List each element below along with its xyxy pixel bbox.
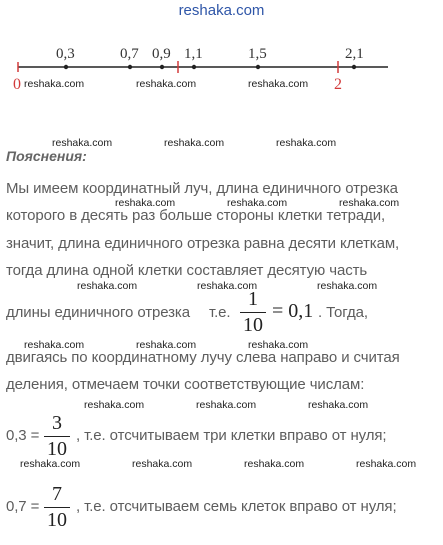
watermark: reshaka.com bbox=[77, 280, 138, 292]
paragraph-line: . Тогда, bbox=[318, 304, 368, 321]
watermark: reshaka.com bbox=[24, 339, 85, 351]
fraction-bar bbox=[44, 436, 70, 437]
point-1-5 bbox=[256, 65, 260, 69]
label-0-3: 0,3 bbox=[56, 46, 75, 62]
label-0-7: 0,7 bbox=[120, 46, 139, 62]
fraction-3-10 bbox=[44, 413, 70, 459]
watermark: reshaka.com bbox=[24, 78, 85, 90]
paragraph-line: значит, длина единичного отрезка равна десяти клеткам, bbox=[6, 235, 400, 252]
watermark: reshaka.com bbox=[84, 399, 145, 411]
fraction-numerator: 3 bbox=[52, 412, 62, 434]
label-1-1: 1,1 bbox=[184, 46, 203, 62]
fraction-denominator: 10 bbox=[47, 438, 67, 460]
paragraph-line: тогда длина одной клетки составляет десятую часть bbox=[6, 262, 368, 279]
watermark: reshaka.com bbox=[196, 399, 257, 411]
label-1-5: 1,5 bbox=[248, 46, 267, 62]
watermark: reshaka.com bbox=[248, 78, 309, 90]
equals-value: = 0,1 bbox=[272, 300, 314, 322]
paragraph-line: двигаясь по координатному лучу слева направо и считая bbox=[6, 349, 400, 366]
label-zero: 0 bbox=[13, 76, 21, 93]
paragraph-line: деления, отмечаем точки соответствующие числам: bbox=[6, 376, 365, 393]
watermark: reshaka.com bbox=[248, 339, 309, 351]
equation-lhs: 0,3 = bbox=[6, 427, 40, 444]
point-0-3 bbox=[64, 65, 68, 69]
fraction-numerator: 1 bbox=[248, 288, 258, 310]
explanation-heading: Пояснения: bbox=[6, 148, 87, 164]
paragraph-line: длины единичного отрезка bbox=[6, 304, 190, 321]
watermark: reshaka.com bbox=[276, 137, 337, 149]
fraction-bar bbox=[240, 312, 266, 313]
te-text: т.е. bbox=[209, 304, 231, 321]
point-2-1 bbox=[352, 65, 356, 69]
watermark: reshaka.com bbox=[308, 399, 369, 411]
watermark: reshaka.com bbox=[244, 458, 305, 470]
label-2-1: 2,1 bbox=[345, 46, 364, 62]
fraction-denominator: 10 bbox=[47, 509, 67, 531]
paragraph-line: которого в десять раз больше стороны клетки тетради, bbox=[6, 207, 386, 224]
watermark: reshaka.com bbox=[197, 280, 258, 292]
watermark: reshaka.com bbox=[136, 78, 197, 90]
equation-lhs: 0,7 = bbox=[6, 498, 40, 515]
point-0-7 bbox=[128, 65, 132, 69]
label-two: 2 bbox=[334, 76, 342, 93]
fraction-7-10 bbox=[44, 484, 70, 530]
point-0-9 bbox=[160, 65, 164, 69]
label-0-9: 0,9 bbox=[152, 46, 171, 62]
watermark: reshaka.com bbox=[164, 137, 225, 149]
site-header[interactable]: reshaka.com bbox=[178, 2, 265, 19]
watermark: reshaka.com bbox=[136, 339, 197, 351]
watermark: reshaka.com bbox=[115, 197, 176, 209]
fraction-bar bbox=[44, 507, 70, 508]
watermark: reshaka.com bbox=[227, 197, 288, 209]
watermark: reshaka.com bbox=[20, 458, 81, 470]
watermark: reshaka.com bbox=[339, 197, 400, 209]
watermark: reshaka.com bbox=[317, 280, 378, 292]
watermark: reshaka.com bbox=[132, 458, 193, 470]
point-1-1 bbox=[192, 65, 196, 69]
equation-text: , т.е. отсчитываем три клетки вправо от нуля; bbox=[76, 427, 387, 444]
watermark: reshaka.com bbox=[52, 137, 113, 149]
fraction-1-10 bbox=[240, 289, 266, 335]
fraction-numerator: 7 bbox=[52, 483, 62, 505]
equation-text: , т.е. отсчитываем семь клеток вправо от нуля; bbox=[76, 498, 397, 515]
fraction-denominator: 10 bbox=[243, 314, 263, 336]
watermark: reshaka.com bbox=[356, 458, 417, 470]
paragraph-line: Мы имеем координатный луч, длина единичного отрезка bbox=[6, 180, 398, 197]
